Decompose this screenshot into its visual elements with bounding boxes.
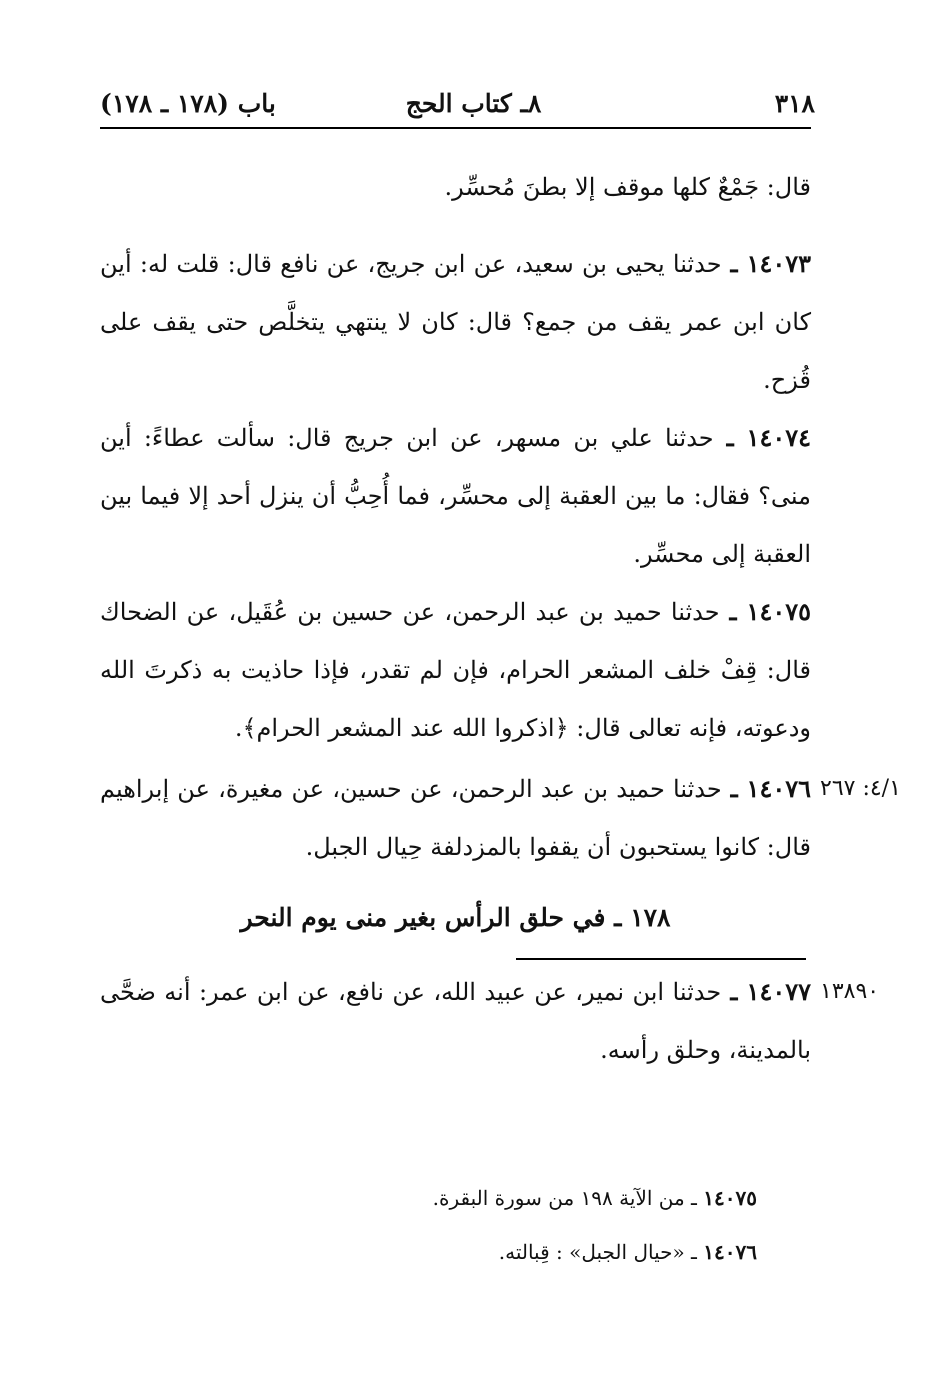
chapter-range: باب (١٧٨ ـ ١٧٨) (100, 89, 276, 118)
hadith-14073 (100, 235, 811, 409)
number-separator: ـ (721, 249, 747, 278)
hadith-number: ١٤٠٧٦ (746, 774, 811, 803)
hadith-text: حدثنا حميد بن عبد الرحمن، عن حسين بن عُقَيل، عن الضحاك قال: قِفْ خلف المشعر الحرام، فإن لم تقدر، فإذا حاذيت به ذكرتَ الله ودعوته، فإنه تعالى قال: ﴿اذكروا الله عند المشعر الحرام﴾. (100, 598, 811, 742)
hadith-text: حدثنا ابن نمير، عن عبيد الله، عن نافع، عن ابن عمر: أنه ضحَّى بالمدينة، وحلق رأسه. (100, 978, 811, 1064)
hadith-number: ١٤٠٧٤ (746, 423, 811, 452)
footnote (137, 1232, 757, 1272)
paragraph-continuation (100, 158, 811, 216)
hadith-text: حدثنا حميد بن عبد الرحمن، عن حسين، عن مغيرة، عن إبراهيم قال: كانوا يستحبون أن يقفوا بالمزدلفة حِيال الجبل. (100, 775, 811, 861)
header-divider (100, 127, 811, 129)
book-title: ٨ـ كتاب الحج (405, 89, 542, 118)
footnote-number: ١٤٠٧٦ (703, 1240, 757, 1264)
hadith-number: ١٤٠٧٥ (746, 597, 811, 626)
hadith-number: ١٤٠٧٧ (746, 977, 811, 1006)
hadith-14075 (100, 583, 811, 757)
number-separator: ـ (719, 597, 747, 626)
number-separator: ـ (721, 774, 747, 803)
footnote-text: من الآية ١٩٨ من سورة البقرة. (432, 1186, 685, 1210)
hadith-number: ١٤٠٧٣ (746, 249, 812, 278)
number-separator: ـ (713, 423, 747, 452)
hadith-text: حدثنا يحيى بن سعيد، عن ابن جريج، عن نافع قال: قلت له: أين كان ابن عمر يقف من جمع؟ قال: كان لا ينتهي يتخلَّص حتى يقف على قُزح. (100, 250, 811, 394)
footnote (137, 1178, 757, 1218)
footnote-number: ١٤٠٧٥ (703, 1186, 757, 1210)
hadith-14074 (100, 409, 811, 583)
footnote-divider (516, 958, 806, 960)
paragraph-text: قال: جَمْعٌ كلها موقف إلا بطنَ مُحسِّر. (444, 173, 811, 201)
footnote-text: «حيال الجبل» : قِبالته. (498, 1240, 685, 1264)
margin-reference: ٤/١: ٢٦٧ (820, 776, 901, 801)
margin-reference: ١٣٨٩٠ (820, 979, 880, 1004)
number-separator: ـ (721, 977, 747, 1006)
hadith-text: حدثنا علي بن مسهر، عن ابن جريج قال: سألت عطاءً: أين منى؟ فقال: ما بين العقبة إلى محسِّر، فما أُحِبُّ أن ينزل أحد إلا فيما بين العقبة إلى محسِّر. (100, 424, 811, 568)
number-separator: ـ (684, 1240, 704, 1264)
number-separator: ـ (684, 1186, 704, 1210)
hadith-14076 (100, 760, 811, 876)
page-number: ٣١٨ (774, 89, 815, 118)
section-title: ١٧٨ ـ في حلق الرأس بغير منى يوم النحر (240, 903, 671, 932)
hadith-14077 (100, 963, 811, 1079)
